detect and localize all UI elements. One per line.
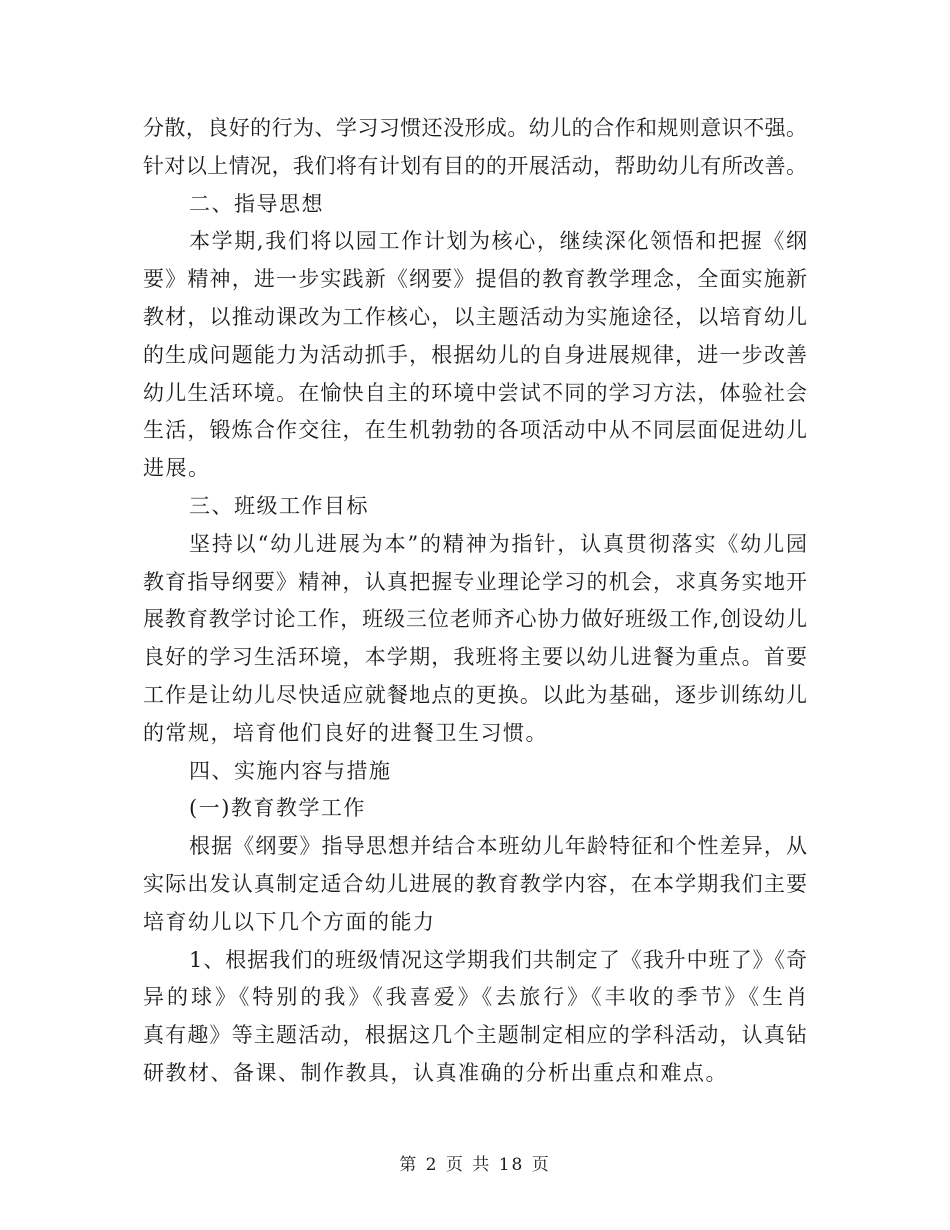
paragraph-line: 良好的学习生活环境，本学期，我班将主要以幼儿进餐为重点。首要: [143, 645, 807, 670]
paragraph-line: 进展。: [143, 456, 211, 481]
paragraph-line: 坚持以“幼儿进展为本”的精神为指针，认真贯彻落实《幼儿园: [189, 531, 807, 556]
paragraph-line: 实际出发认真制定适合幼儿进展的教育教学内容，在本学期我们主要: [143, 871, 807, 896]
paragraph-line: 分散，良好的行为、学习习惯还没形成。幼儿的合作和规则意识不强。: [143, 116, 807, 140]
paragraph-line: 的生成问题能力为活动抓手，根据幼儿的自身进展规律，进一步改善: [143, 342, 807, 367]
paragraph-line: 1、根据我们的班级情况这学期我们共制定了《我升中班了》《奇: [189, 947, 807, 972]
paragraph-line: 教育指导纲要》精神，认真把握专业理论学习的机会，求真务实地开: [143, 569, 807, 594]
paragraph-line: 研教材、备课、制作教具，认真准确的分析出重点和难点。: [143, 1060, 728, 1085]
page-number-footer: 第 2 页 共 18 页: [399, 1155, 551, 1175]
paragraph-line: 针对以上情况，我们将有计划有目的的开展活动，帮助幼儿有所改善。: [143, 153, 807, 178]
body-text: [143, 110, 807, 1093]
paragraph-line: 幼儿生活环境。在愉快自主的环境中尝试不同的学习方法，体验社会: [143, 380, 807, 405]
paragraph-line: 真有趣》等主题活动，根据这几个主题制定相应的学科活动，认真钻: [143, 1023, 807, 1048]
paragraph-line: 工作是让幼儿尽快适应就餐地点的更换。以此为基础，逐步训练幼儿: [143, 682, 807, 707]
paragraph-line: 生活，锻炼合作交往，在生机勃勃的各项活动中从不同层面促进幼儿: [143, 418, 807, 443]
paragraph-line: 根据《纲要》指导思想并结合本班幼儿年龄特征和个性差异，从: [189, 834, 807, 859]
paragraph-line: 的常规，培育他们良好的进餐卫生习惯。: [143, 720, 548, 745]
paragraph-line: 教材，以推动课改为工作核心，以主题活动为实施途径，以培育幼儿: [143, 304, 807, 329]
paragraph-line: 异的球》《特别的我》《我喜爱》《去旅行》《丰收的季节》《生肖: [143, 985, 807, 1010]
paragraph-line: 展教育教学讨论工作，班级三位老师齐心协力做好班级工作,创设幼儿: [143, 607, 807, 632]
section-heading: 四、实施内容与措施: [189, 758, 392, 783]
paragraph-line: 要》精神，进一步实践新《纲要》提倡的教育教学理念，全面实施新: [143, 267, 807, 292]
section-heading: 二、指导思想: [189, 191, 324, 216]
section-heading: 三、班级工作目标: [189, 493, 369, 518]
paragraph-line: 培育幼儿以下几个方面的能力: [143, 909, 436, 934]
paragraph-line: 本学期,我们将以园工作计划为核心，继续深化领悟和把握《纲: [189, 229, 807, 254]
subsection-heading: (一)教育教学工作: [189, 796, 366, 821]
